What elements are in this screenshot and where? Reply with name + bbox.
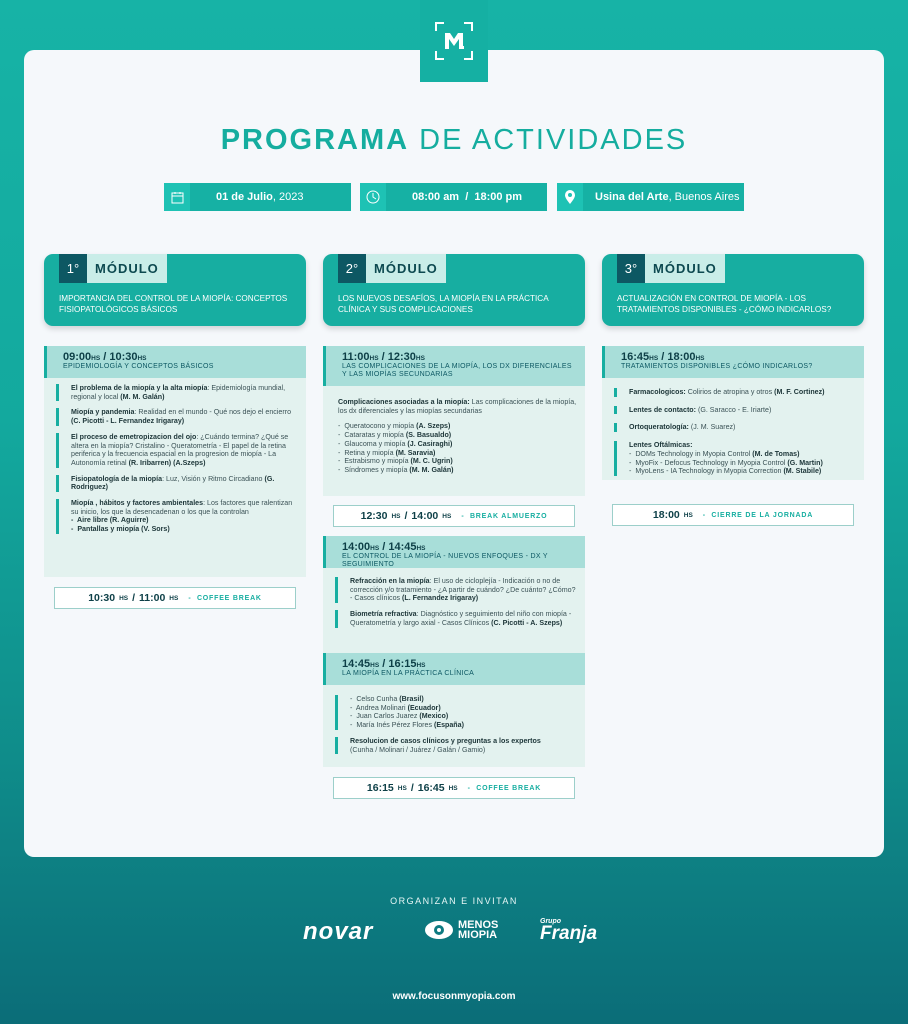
agenda-item: Fisiopatología de la miopía: Luz, Visión y Ritmo Circadiano (G. Rodriguez) [56, 475, 298, 492]
coffee-break-2: 16:15 HS / 16:45 HS - COFFEE BREAK [333, 777, 575, 799]
time-box: 08:00 am / 18:00 pm [360, 183, 547, 211]
module-description: ACTUALIZACIÓN EN CONTROL DE MIOPÍA - LOS TRATAMIENTOS DISPONIBLES - ¿CÓMO INDICARLOS? [617, 294, 832, 314]
agenda-item: Miopía y pandemia: Realidad en el mundo - Qué nos dejo el encierro (C. Picotti - L. Fernandez Irigaray) [56, 408, 298, 425]
menos-miopia-logo: MENOS MIOPIA [424, 920, 498, 940]
clock-icon [360, 183, 386, 211]
session-block-3: 14:00HS / 14:45HS EL CONTROL DE LA MIOPÍA - NUEVOS ENFOQUES - DX Y SEGUIMIENTO Refracción en la miopía: El uso de cicloplejía - Indicación o no de corrección y/o tratamiento - ¿A partir de cuándo? ¿De cuánto? ¿Cómo? - Casos clínicos (L. Fernandez Irigaray) Biometría refractiva: Diagnóstico y seguimiento del niño con miopía - Queratometría y largo axial - Casos Clínicos (C. Picotti - A. Szeps) [323, 536, 585, 653]
date-box: 01 de Julio, 2023 [164, 183, 351, 211]
closing-time: 18:00 HS - CIERRE DE LA JORNADA [612, 504, 854, 526]
agenda-item: Lentes de contacto: (G. Saracco - E. Iriarte) [614, 406, 856, 415]
agenda-item: Refracción en la miopía: El uso de cicloplejía - Indicación o no de corrección y/o tratamiento - ¿A partir de cuándo? ¿De cuánto? ¿Cómo? - Casos clínicos (L. Fernandez Irigaray) [335, 577, 577, 603]
location-pin-icon [557, 183, 583, 211]
session-block-4: 14:45HS / 16:15HS LA MIOPÍA EN LA PRÁCTICA CLÍNICA - Celso Cunha (Brasil) - Andrea Molinari (Ecuador) - Juan Carlos Juarez (Mexico) - María Inés Pérez Flores (España) Resolucion de casos clínicos y preguntas a los expertos (Cunha / Molinari / Juárez / Galán / Gamio) [323, 653, 585, 767]
grupo-franja-logo: Grupo Franja [540, 918, 598, 944]
session-block-1: 09:00HS / 10:30HS EPIDEMIOLOGÍA Y CONCEPTOS BÁSICOS El problema de la miopía y la alta miopía: Epidemiología mundial, regional y local (M. M. Galán) Miopía y pandemia: Realidad en el mundo - Qué nos dejo el encierro (C. Picotti - L. Fernandez Irigaray) El proceso de emetropizacion del ojo: ¿Cuándo termina? ¿Qué se altera en la miopía? Cristalino - Queratometría - El papel de la retina periferica y la frecuencia espacial en la progresion de miopía - La Autonomía retinal (R. Iribarren) (A.Szeps) Fisiopatología de la miopía: Luz, Visión y Ritmo Circadiano (G. Rodriguez) Miopía , hábitos y factores ambientales: Los factores que ralentizan su inicio, los que la desencadenan o los que la controlan - Aire libre (R. Aguirre) - Pantallas y miopía (V. Sors) [44, 346, 306, 577]
brand-logo [420, 0, 488, 82]
module-description: IMPORTANCIA DEL CONTROL DE LA MIOPÍA: CONCEPTOS FISIOPATOLÓGICOS BÁSICOS [59, 294, 288, 314]
module-description: LOS NUEVOS DESAFÍOS, LA MIOPÍA EN LA PRÁCTICA CLÍNICA Y SUS COMPLICACIONES [338, 294, 549, 314]
agenda-item: Biometría refractiva: Diagnóstico y seguimiento del niño con miopía - Queratometría y largo axial - Casos Clínicos (C. Picotti - A. Szeps) [335, 610, 577, 627]
agenda-item: Resolucion de casos clínicos y preguntas a los expertos (Cunha / Molinari / Juárez / Galán / Gamio) [335, 737, 577, 754]
coffee-break-1: 10:30 HS / 11:00 HS - COFFEE BREAK [54, 587, 296, 609]
agenda-item: Lentes Oftálmicas: - DOMs Technology in Myopia Control (M. de Tomas) - MyoFix - Defocus Technology in Myopia Control (G. Martin) - MyoLens - IA Technology in Myopia Correction (M. Stabile) [614, 441, 856, 476]
logo-mark-icon [434, 21, 474, 61]
place-box: Usina del Arte, Buenos Aires [557, 183, 744, 211]
agenda-item: - Celso Cunha (Brasil) - Andrea Molinari (Ecuador) - Juan Carlos Juarez (Mexico) - María Inés Pérez Flores (España) [335, 695, 577, 730]
agenda-item: Miopía , hábitos y factores ambientales: Los factores que ralentizan su inicio, los que la desencadenan o los que la controlan - Aire libre (R. Aguirre) - Pantallas y miopía (V. Sors) [56, 499, 298, 534]
page-title: PROGRAMA DE ACTIVIDADES [220, 124, 688, 156]
calendar-icon [164, 183, 190, 211]
session-block-2: 11:00HS / 12:30HS LAS COMPLICACIONES DE LA MIOPÍA, LOS DX DIFERENCIALES Y LAS MIOPÍAS SECUNDARIAS Complicaciones asociadas a la miopía: Las complicaciones de la miopía, los dx diferenciales y las miopías secundarias - Queratocono y miopía (A. Szeps) - Cataratas y miopía (S. Basualdo) - Glaucoma y miopía (J. Casiraghi) - Retina y miopía (M. Saravia) - Estrabismo y miopía (M. C. Ugrin) - Síndromes y miopía (M. M. Galán) [323, 346, 585, 496]
website-url[interactable]: www.focusonmyopia.com [392, 991, 516, 1002]
agenda-item: Farmacologicos: Colirios de atropina y otros (M. F. Cortinez) [614, 388, 856, 397]
lunch-break: 12:30 HS / 14:00 HS - BREAK ALMUERZO [333, 505, 575, 527]
agenda-item: El proceso de emetropizacion del ojo: ¿Cuándo termina? ¿Qué se altera en la miopía? Cristalino - Queratometría - El papel de la retina periferica y la frecuencia espacial en la progresion de miopía - La Autonomía retinal (R. Iribarren) (A.Szeps) [56, 433, 298, 468]
agenda-item: El problema de la miopía y la alta miopía: Epidemiología mundial, regional y local (M. M. Galán) [56, 384, 298, 401]
module-3-card: 3° MÓDULO ACTUALIZACIÓN EN CONTROL DE MIOPÍA - LOS TRATAMIENTOS DISPONIBLES - ¿CÓMO INDICARLOS? [602, 254, 864, 326]
session-block-5: 16:45HS / 18:00HS TRATAMIENTOS DISPONIBLES ¿CÓMO INDICARLOS? Farmacologicos: Colirios de atropina y otros (M. F. Cortinez) Lentes de contacto: (G. Saracco - E. Iriarte) Ortoqueratología: (J. M. Suarez) Lentes Oftálmicas: - DOMs Technology in Myopia Control (M. de Tomas) - MyoFix - Defocus Technology in Myopia Control (G. Martin) - MyoLens - IA Technology in Myopia Correction (M. Stabile) [602, 346, 864, 480]
module-1-card: 1° MÓDULO IMPORTANCIA DEL CONTROL DE LA MIOPÍA: CONCEPTOS FISIOPATOLÓGICOS BÁSICOS [44, 254, 306, 326]
novar-logo: novar [303, 918, 374, 945]
agenda-item: Ortoqueratología: (J. M. Suarez) [614, 423, 856, 432]
organizers-label: ORGANIZAN E INVITAN [390, 896, 518, 906]
eye-logo-icon [424, 920, 454, 940]
module-2-card: 2° MÓDULO LOS NUEVOS DESAFÍOS, LA MIOPÍA EN LA PRÁCTICA CLÍNICA Y SUS COMPLICACIONES [323, 254, 585, 326]
